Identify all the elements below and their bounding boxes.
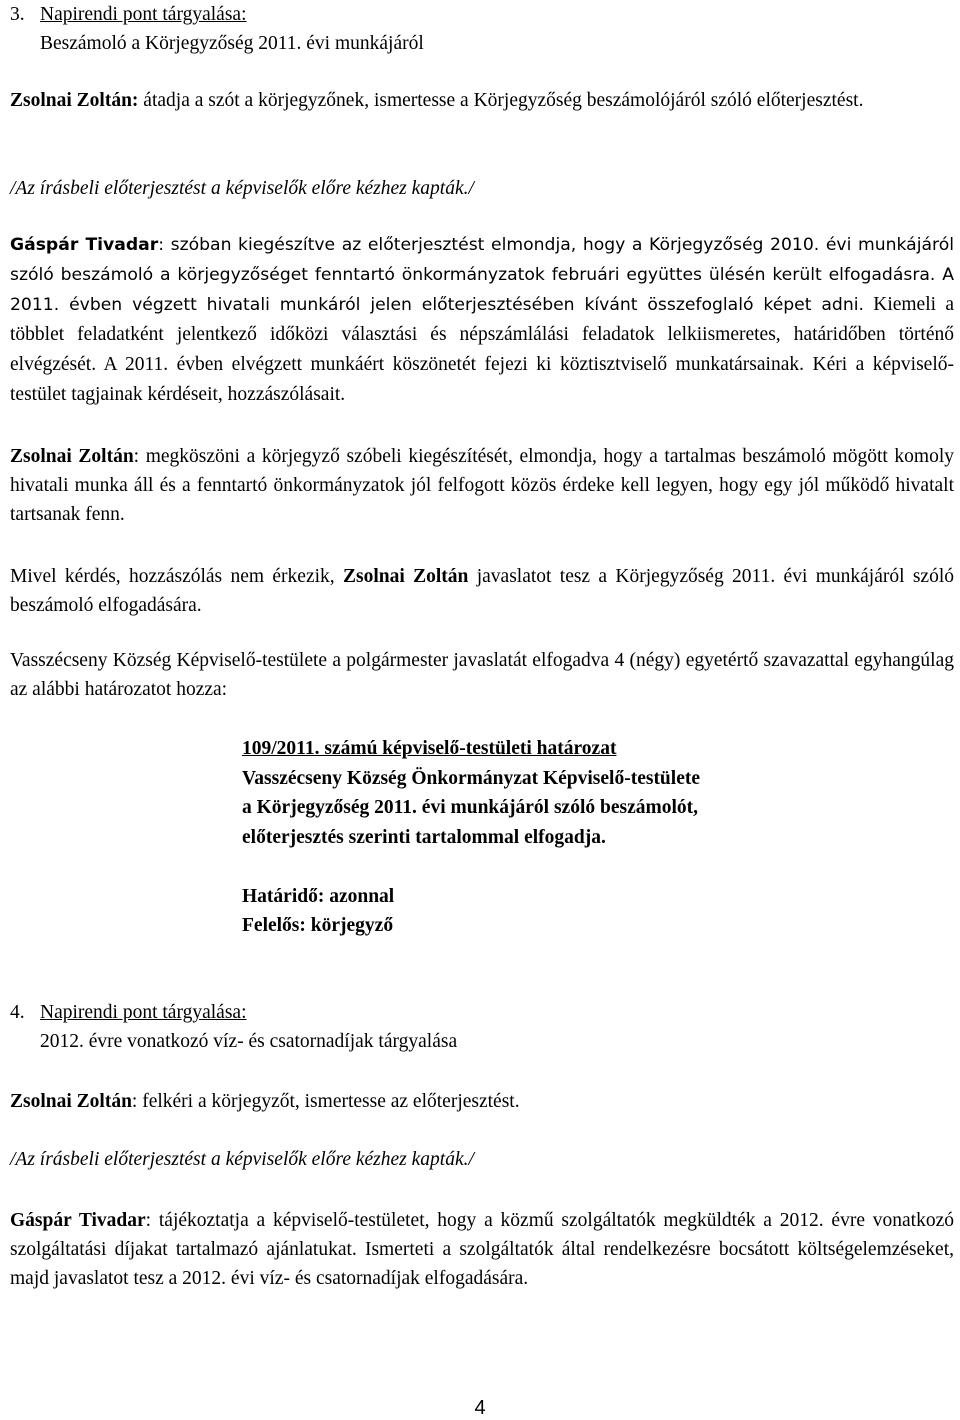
resolution-line: a Körjegyzőség 2011. évi munkájáról szóló beszámolót,: [242, 797, 699, 818]
agenda-item-4-heading-row: [10, 998, 954, 1027]
speaker-name: Gáspár Tivadar: [10, 235, 159, 255]
paragraph-text: : szóban kiegészítve az előterjesztést elmondja, hogy a Körjegyzőség 2010. évi munkájáról szóló beszámoló a körjegyzőséget fenntartó önkormányzatok februári együttes ülésén került elfogadásra. A 2011. évben végzett hivatali munkáról jelen előterjesztésében kívánt összefoglaló képet adni.: [10, 235, 954, 315]
resolution-deadline: Határidő: azonnal: [242, 885, 395, 907]
paragraph-motion: [10, 562, 954, 620]
resolution-block: [242, 734, 700, 941]
paragraph-text: Mivel kérdés, hozzászólás nem érkezik,: [10, 566, 343, 587]
spacer: [10, 29, 40, 58]
resolution-line: előterjesztés szerinti tartalommal elfogadja.: [242, 826, 606, 848]
agenda-item-3: [10, 0, 954, 58]
paragraph-text: : tájékoztatja a képviselő-testületet, hogy a közmű szolgáltatók megküldték a 2012. évre vonatkozó szolgáltatási díjakat tartalmazó ajánlatukat. Ismerteti a szolgáltatók által rendelkezésre bocsátott költségelemzéseket, majd javaslatot tesz a 2012. évi víz- és csatornadíjak elfogadására.: [10, 1210, 954, 1289]
page-number: 4: [474, 1397, 486, 1419]
spacer: [242, 852, 700, 882]
agenda-item-4-subject-row: [10, 1027, 954, 1056]
paragraph-text: : felkéri a körjegyzőt, ismertesse az előterjesztést.: [131, 1091, 520, 1112]
note-written-proposal: /Az írásbeli előterjesztést a képviselők előre kézhez kapták./: [10, 178, 474, 199]
agenda-item-heading: Napirendi pont tárgyalása:: [40, 4, 247, 25]
paragraph-zsolnai-thanks: [10, 442, 954, 529]
speaker-name: Zsolnai Zoltán: [10, 1091, 132, 1112]
agenda-item-number: 3.: [10, 4, 25, 25]
resolution-responsible: Felelős: körjegyző: [242, 915, 394, 936]
paragraph-text: : megköszöni a körjegyző szóbeli kiegészítését, elmondja, hogy a tartalmas beszámoló mögött komoly hivatali munka áll és a fenntartó önkormányzatok jól felfogott közös érdeke kell legyen, hogy egy jól működő hivatalt tartsanak fenn.: [10, 446, 954, 525]
agenda-item-4: [10, 998, 954, 1056]
agenda-item-number: 4.: [10, 1002, 25, 1023]
paragraph-vote: Vasszécseny Község Képviselő-testülete a polgármester javaslatát elfogadva 4 (négy) egyetértő szavazattal egyhangúlag az alábbi határozatot hozza:: [10, 650, 954, 700]
paragraph-text: átadja a szót a körjegyzőnek, ismertesse a Körjegyzőség beszámolójáról szóló előterjesztést.: [138, 90, 864, 111]
resolution-line: Vasszécseny Község Önkormányzat Képviselő-testülete: [242, 767, 701, 789]
paragraph-text-continued: Kiemeli a többlet feladatként jelentkező időközi választási és népszámlálási feladatok lelkiismeretes, határidőben történő elvégzését. A 2011. évben elvégzett munkáért köszönetét fejezi ki köztisztviselő munkatársainak. Kéri a képviselő-testület tagjainak kérdéseit, hozzászólásait.: [10, 294, 954, 405]
paragraph-zsolnai-intro: [10, 86, 954, 115]
agenda-item-subject: 2012. évre vonatkozó víz- és csatornadíjak tárgyalása: [40, 1031, 458, 1052]
paragraph-text-continued: javaslatot tesz a Körjegyzőség 2011. évi munkájáról szóló beszámoló elfogadására.: [10, 566, 955, 616]
paragraph-gaspar-utilities: [10, 1206, 954, 1293]
note-written-proposal-2: /Az írásbeli előterjesztést a képviselők előre kézhez kapták./: [10, 1149, 474, 1170]
resolution-title: 109/2011. számú képviselő-testületi határozat: [242, 738, 617, 759]
speaker-name: Zsolnai Zoltán:: [10, 90, 139, 111]
paragraph-gaspar-report: [10, 230, 954, 410]
agenda-item-3-subject-row: [10, 29, 954, 58]
paragraph-zsolnai-request: [10, 1087, 954, 1116]
agenda-item-3-heading-row: [10, 0, 954, 29]
speaker-name: Gáspár Tivadar: [10, 1210, 146, 1231]
agenda-item-heading: Napirendi pont tárgyalása:: [40, 1002, 247, 1023]
speaker-name: Zsolnai Zoltán: [342, 566, 469, 587]
spacer: [10, 1027, 40, 1056]
agenda-item-subject: Beszámoló a Körjegyzőség 2011. évi munkájáról: [40, 33, 424, 54]
speaker-name: Zsolnai Zoltán: [10, 446, 134, 467]
